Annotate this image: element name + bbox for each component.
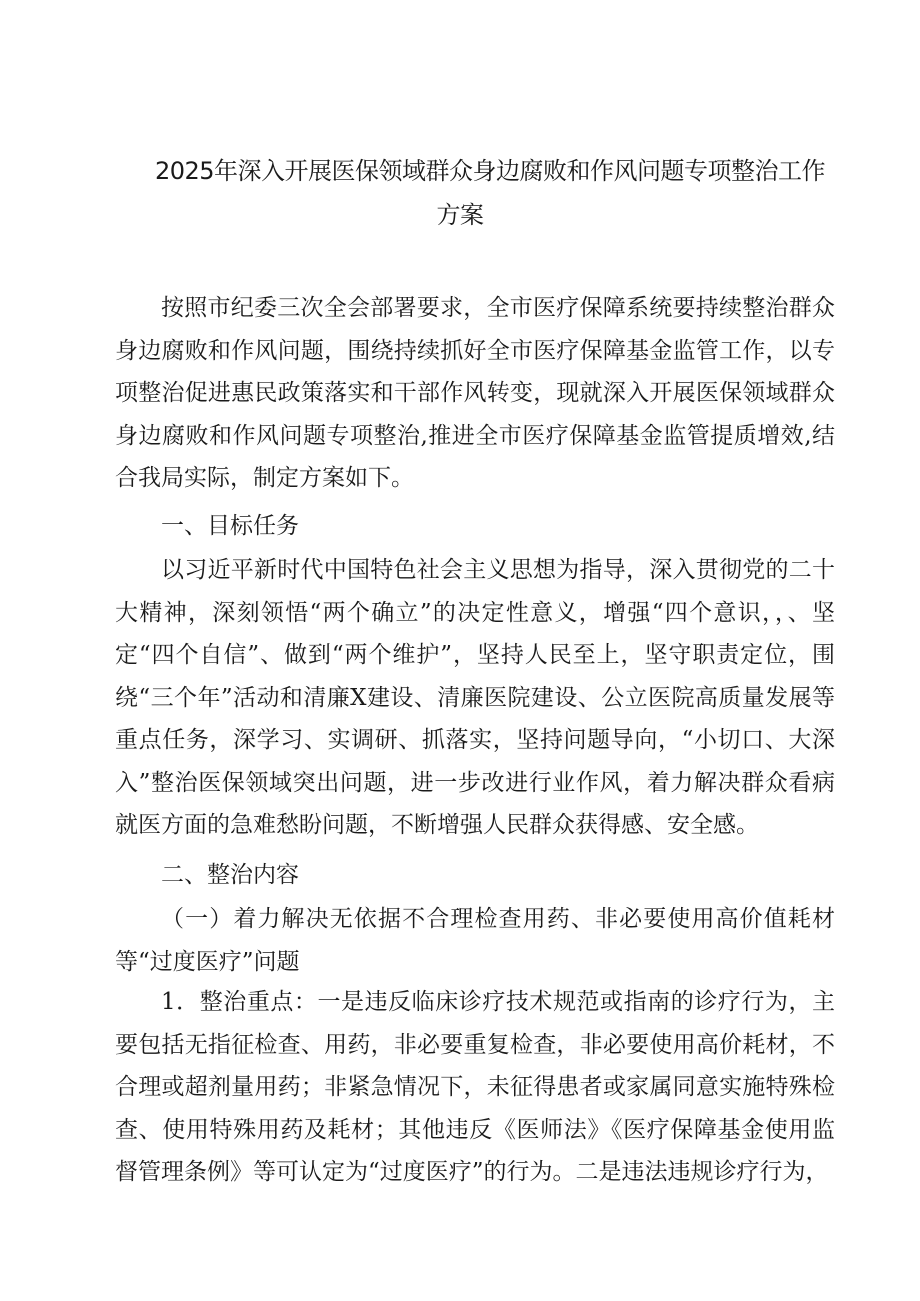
intro-paragraph: 按照市纪委三次全会部署要求，全市医疗保障系统要持续整治群众身边腐败和作风问题，围绕持续抓好全市医疗保障基金监管工作，以专项整治促进惠民政策落实和干部作风转变，现就深入开展医保领域群众身边腐败和作风问题专项整治,推进全市医疗保障基金监管提质增效,结合我局实际，制定方案如下。 bbox=[115, 295, 835, 491]
document-title-line1: 2025年深入开展医保领域群众身边腐败和作风问题专项整治工作 bbox=[154, 157, 826, 185]
section2-heading: 二、整治内容 bbox=[161, 862, 299, 888]
section1-heading: 一、目标任务 bbox=[161, 513, 299, 539]
item1-paragraph: 1．整治重点：一是违反临床诊疗技术规范或指南的诊疗行为，主要包括无指征检查、用药，非必要重复检查，非必要使用高价耗材，不合理或超剂量用药；非紧急情况下，未征得患者或家属同意实施特殊检查、使用特殊用药及耗材；其他违反《医师法》《医疗保障基金使用监督管理条例》等可认定为“过度医疗”的行为。二是违法违规诊疗行为， bbox=[115, 989, 835, 1185]
section1-paragraph: 以习近平新时代中国特色社会主义思想为指导，深入贯彻党的二十大精神，深刻领悟“两个确立”的决定性意义，增强“四个意识，，、坚定“四个自信”、做到“两个维护”，坚持人民至上，坚守职责定位，围绕“三个年”活动和清廉X建设、清廉医院建设、公立医院高质量发展等重点任务，深学习、实调研、抓落实，坚持问题导向，“小切口、大深入”整治医保领域突出问题，进一步改进行业作风，着力解决群众看病就医方面的急难愁盼问题，不断增强人民群众获得感、安全感。 bbox=[115, 557, 835, 838]
subsection1-paragraph: （一）着力解决无依据不合理检查用药、非必要使用高价值耗材等“过度医疗”问题 bbox=[115, 906, 835, 975]
document-title-line2: 方案 bbox=[436, 201, 484, 229]
